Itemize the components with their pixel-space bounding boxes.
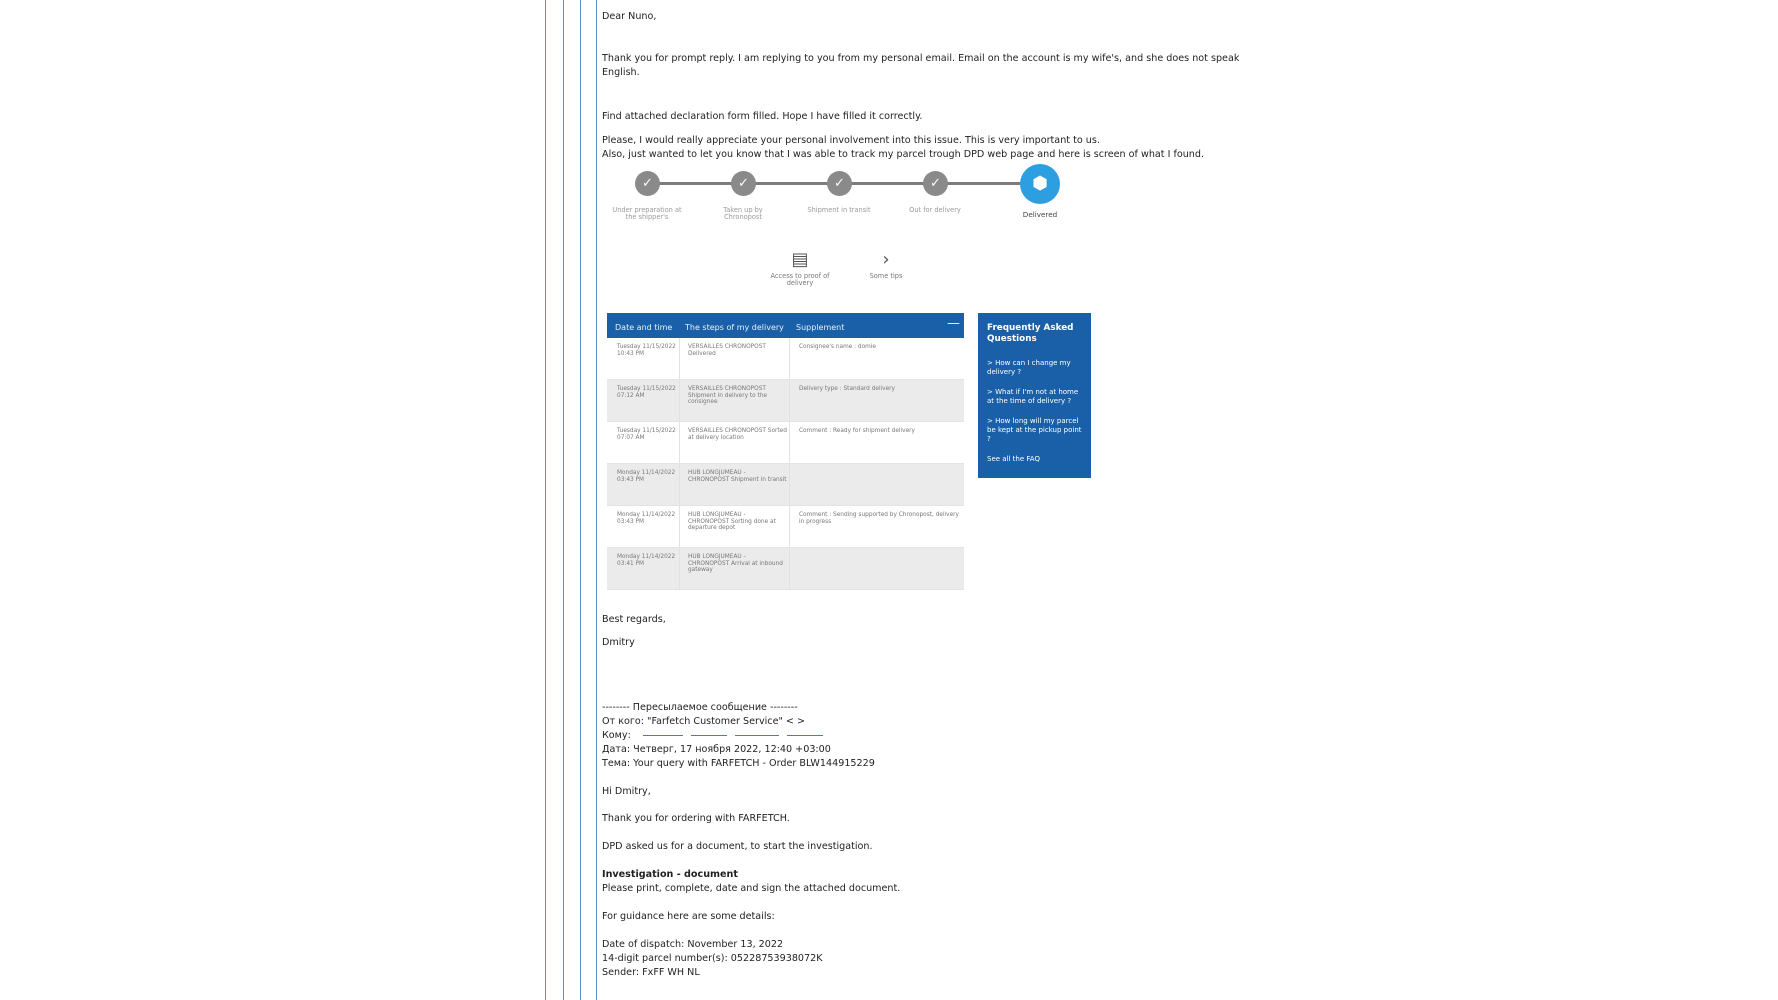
row-date: Monday 11/14/2022 03:43 PM xyxy=(617,470,676,483)
action-label: Access to proof of delivery xyxy=(770,272,830,287)
see-all-faq-link[interactable]: See all the FAQ xyxy=(987,455,1040,464)
table-row xyxy=(607,422,964,464)
table-row xyxy=(607,548,964,590)
some-tips-button[interactable] xyxy=(849,247,923,299)
column-header: Supplement xyxy=(796,323,845,332)
row-date: Monday 11/14/2022 03:41 PM xyxy=(617,554,676,567)
row-step: HUB LONGJUMEAU - CHRONOPOST Shipment in transit xyxy=(688,470,787,483)
quote-bar-inner xyxy=(580,0,581,1000)
minus-icon[interactable]: — xyxy=(947,316,960,331)
parcel-number: 14-digit parcel number(s): 05228753938072K xyxy=(602,953,823,964)
forwarded-line: DPD asked us for a document, to start the investigation. xyxy=(602,841,873,852)
row-step: VERSAILLES CHRONOPOST Sorted at delivery location xyxy=(688,428,787,441)
paragraph-reply-line2: English. xyxy=(602,67,640,78)
forwarded-to xyxy=(602,729,828,743)
forwarded-line: Please print, complete, date and sign the attached document. xyxy=(602,883,901,894)
check-icon: ✓ xyxy=(635,171,660,196)
row-supplement: Comment : Sending supported by Chronopost, delivery in progress xyxy=(799,512,959,525)
recipient-link[interactable] xyxy=(643,735,683,736)
table-row xyxy=(607,338,964,380)
row-supplement: Delivery type : Standard delivery xyxy=(799,386,895,392)
faq-panel xyxy=(978,313,1091,478)
faq-title: Frequently Asked Questions xyxy=(987,323,1074,344)
row-step: HUB LONGJUMEAU - CHRONOPOST Sorting done at departure depot xyxy=(688,512,776,531)
recipient-link[interactable] xyxy=(691,735,727,736)
check-icon: ✓ xyxy=(731,171,756,196)
table-row xyxy=(607,464,964,506)
faq-link[interactable]: > What if I'm not at home at the time of delivery ? xyxy=(987,388,1079,405)
row-date: Tuesday 11/15/2022 07:12 AM xyxy=(617,386,676,399)
forwarded-greeting: Hi Dmitry, xyxy=(602,786,651,797)
tracking-screenshot xyxy=(602,165,1122,585)
action-label: Some tips xyxy=(869,272,903,280)
investigation-heading: Investigation - document xyxy=(602,869,738,880)
recipient-link[interactable] xyxy=(787,735,823,736)
proof-of-delivery-button[interactable] xyxy=(763,247,837,299)
dispatch-date: Date of dispatch: November 13, 2022 xyxy=(602,939,784,950)
forwarded-line: Thank you for ordering with FARFETCH. xyxy=(602,813,790,824)
forwarded-from: От кого: "Farfetch Customer Service" < > xyxy=(602,716,806,727)
check-icon: ✓ xyxy=(827,171,852,196)
forwarded-subject: Тема: Your query with FARFETCH - Order BLW144915229 xyxy=(602,758,875,769)
row-step: VERSAILLES CHRONOPOST Delivered xyxy=(688,344,766,357)
table-row xyxy=(607,380,964,422)
signature: Dmitry xyxy=(602,637,635,648)
step-label: Out for delivery xyxy=(909,206,961,214)
to-label: Кому: xyxy=(602,730,631,741)
step-label: Delivered xyxy=(1022,210,1058,219)
closing: Best regards, xyxy=(602,614,666,625)
quote-bar-outer xyxy=(545,0,546,1000)
step-label: Shipment in transit xyxy=(807,206,871,214)
delivery-steps-table xyxy=(607,313,964,590)
faq-link[interactable]: > How can I change my delivery ? xyxy=(987,359,1071,376)
table-row xyxy=(607,506,964,548)
faq-link[interactable]: > How long will my parcel be kept at the pickup point ? xyxy=(987,417,1082,443)
paragraph-request-line1: Please, I would really appreciate your personal involvement into this issue. This is very important to us. xyxy=(602,135,1100,146)
row-date: Tuesday 11/15/2022 07:07 AM xyxy=(617,428,676,441)
forwarded-date: Дата: Четверг, 17 ноября 2022, 12:40 +03:00 xyxy=(602,744,831,755)
row-supplement: Consignee's name : domie xyxy=(799,344,876,350)
column-header: The steps of my delivery xyxy=(685,323,784,332)
proof-document-icon: ▤ xyxy=(791,249,809,270)
row-step: VERSAILLES CHRONOPOST Shipment in delivery to the consignee xyxy=(688,386,768,405)
check-icon: ✓ xyxy=(923,171,948,196)
row-step: HUB LONGJUMEAU - CHRONOPOST Arrival at inbound gateway xyxy=(688,554,783,573)
row-supplement: Comment : Ready for shipment delivery xyxy=(799,428,915,434)
paragraph-reply-line1: Thank you for prompt reply. I am replying to you from my personal email. Email on the account is my wife's, and she does not speak xyxy=(602,53,1240,64)
quote-bar-middle xyxy=(563,0,564,1000)
row-date: Monday 11/14/2022 03:43 PM xyxy=(617,512,676,525)
paragraph-attachment: Find attached declaration form filled. Hope I have filled it correctly. xyxy=(602,111,923,122)
forwarded-line: For guidance here are some details: xyxy=(602,911,775,922)
chevron-right-icon: › xyxy=(882,249,890,270)
recipient-link[interactable] xyxy=(735,735,779,736)
quote-bar-reply xyxy=(596,0,597,1000)
sender: Sender: FxFF WH NL xyxy=(602,967,700,978)
paragraph-request-line2: Also, just wanted to let you know that I was able to track my parcel trough DPD web page and here is screen of what I found. xyxy=(602,149,1205,160)
package-icon: ⬢ xyxy=(1020,164,1060,204)
step-label: Taken up by Chronopost xyxy=(723,206,763,221)
table-header xyxy=(607,313,964,338)
column-header: Date and time xyxy=(615,323,673,332)
forwarded-separator: -------- Пересылаемое сообщение -------- xyxy=(602,702,798,713)
step-label: Under preparation at the shipper's xyxy=(612,206,682,221)
row-date: Tuesday 11/15/2022 10:43 PM xyxy=(617,344,676,357)
greeting: Dear Nuno, xyxy=(602,11,657,22)
